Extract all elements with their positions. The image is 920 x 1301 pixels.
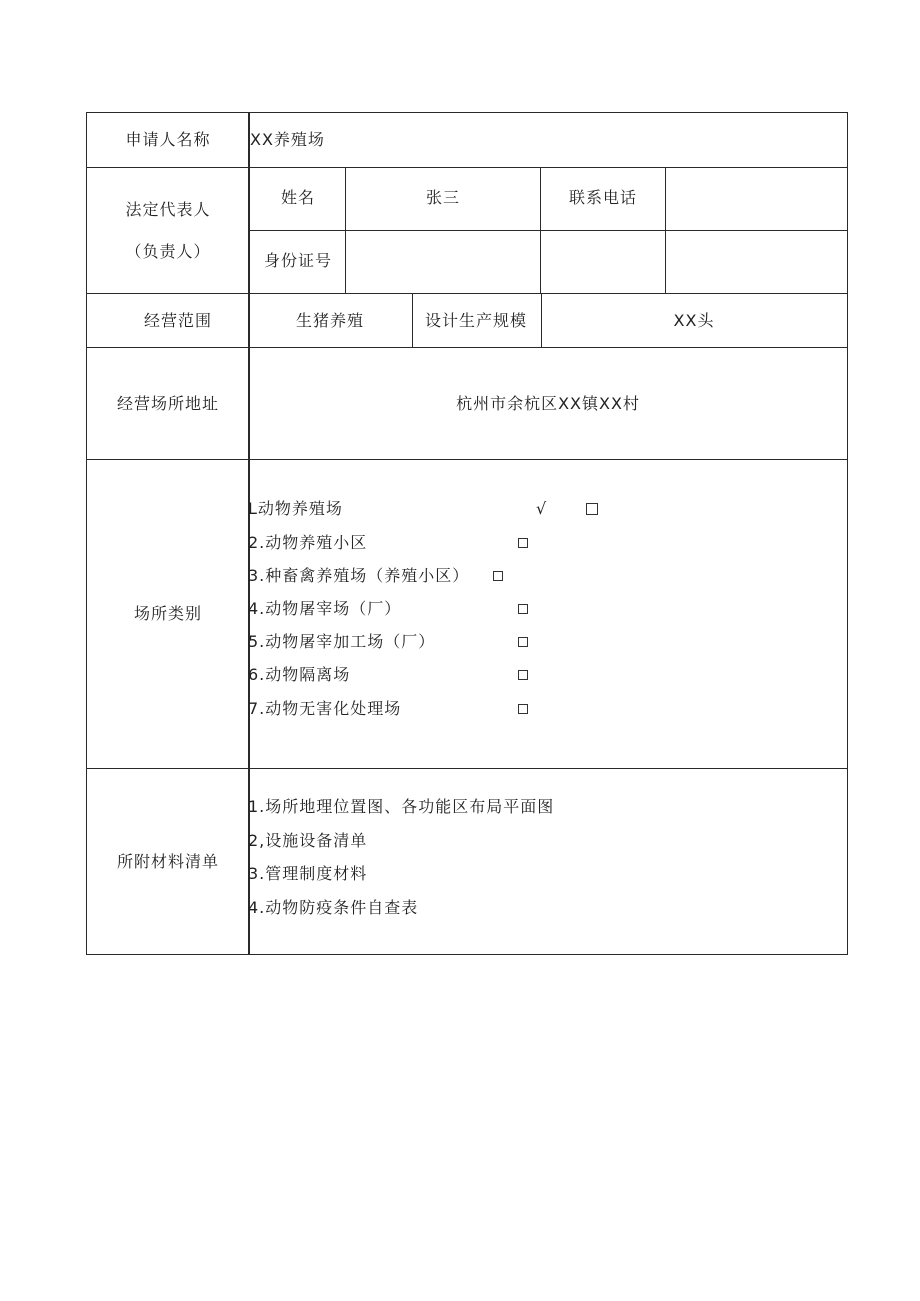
attachment-item: 2,设施设备清单	[248, 831, 368, 850]
phone-label: 联系电话	[568, 188, 638, 207]
row-divider	[249, 230, 847, 231]
category-checkbox[interactable]	[518, 670, 528, 680]
row-divider	[87, 293, 847, 294]
scale-value[interactable]: XX头	[673, 311, 715, 330]
attachments-label: 所附材料清单	[116, 852, 220, 871]
category-checkbox[interactable]	[518, 604, 528, 614]
column-divider	[541, 293, 542, 347]
scope-value[interactable]: 生猪养殖	[295, 311, 365, 330]
column-divider	[540, 167, 541, 293]
category-item: 5.动物屠宰加工场（厂）	[248, 632, 436, 651]
name-value[interactable]: 张三	[425, 188, 461, 207]
column-divider	[665, 167, 666, 293]
category-checkbox[interactable]	[518, 704, 528, 714]
category-item: 2.动物养殖小区	[248, 533, 368, 552]
application-form-table	[86, 112, 848, 955]
category-item: 3.种畜禽养殖场（养殖小区）	[248, 566, 470, 585]
row-divider	[87, 347, 847, 348]
column-divider	[412, 293, 413, 347]
site-category-label: 场所类别	[133, 604, 203, 623]
category-item: L动物养殖场	[248, 499, 343, 518]
row-divider	[87, 768, 847, 769]
attachment-item: 3.管理制度材料	[248, 864, 368, 883]
category-checkbox[interactable]	[518, 637, 528, 647]
address-label: 经营场所地址	[116, 394, 220, 413]
address-value[interactable]: 杭州市余杭区XX镇XX村	[456, 394, 640, 413]
category-item: 4.动物屠宰场（厂）	[248, 599, 402, 618]
category-checkbox[interactable]	[518, 538, 528, 548]
checkmark-icon: √	[536, 499, 547, 518]
row-divider	[87, 167, 847, 168]
name-label: 姓名	[280, 188, 316, 207]
applicant-value[interactable]: XX养殖场	[250, 130, 325, 149]
applicant-label: 申请人名称	[125, 130, 211, 149]
category-checkbox[interactable]	[586, 503, 598, 515]
attachment-item: 1.场所地理位置图、各功能区布局平面图	[248, 797, 555, 816]
legal-rep-sublabel: （负责人）	[125, 242, 211, 261]
category-item: 7.动物无害化处理场	[248, 699, 402, 718]
category-item: 6.动物隔离场	[248, 665, 351, 684]
column-divider	[345, 167, 346, 293]
scale-label: 设计生产规模	[424, 311, 528, 330]
id-label: 身份证号	[263, 251, 333, 270]
scope-label: 经营范围	[143, 311, 213, 330]
attachment-item: 4.动物防疫条件自查表	[248, 898, 419, 917]
row-divider	[87, 459, 847, 460]
category-checkbox[interactable]	[493, 571, 503, 581]
legal-rep-label: 法定代表人	[125, 200, 211, 219]
